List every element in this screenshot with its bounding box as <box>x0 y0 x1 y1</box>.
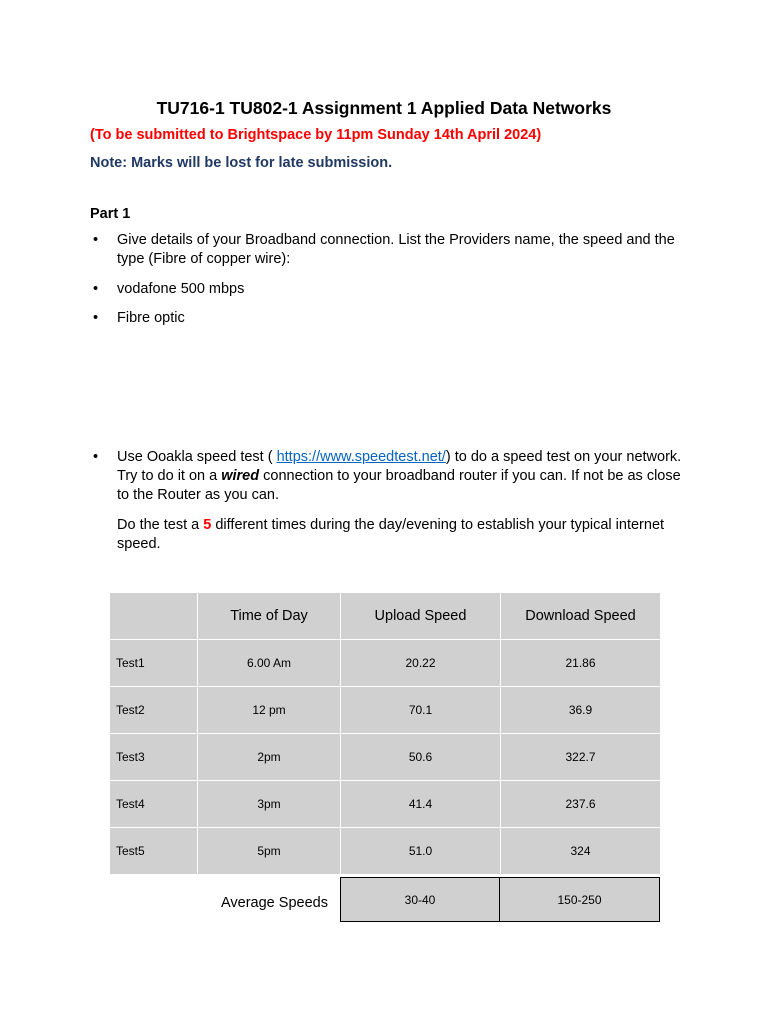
bullet-icon: • <box>93 232 99 248</box>
download-speed-cell: 21.86 <box>501 640 661 687</box>
download-speed-cell: 36.9 <box>501 687 661 734</box>
provider-answer: vodafone 500 mbps <box>117 281 245 297</box>
table-row <box>110 828 661 875</box>
download-speed-cell: 322.7 <box>501 734 661 781</box>
test-label-cell: Test4 <box>110 781 198 828</box>
test-count-number: 5 <box>203 517 212 533</box>
time-of-day-cell: 12 pm <box>198 687 341 734</box>
wired-emphasis: wired <box>221 468 260 484</box>
test-label-cell: Test2 <box>110 687 198 734</box>
table-header-cell: Time of Day <box>198 593 341 640</box>
test-label-cell: Test1 <box>110 640 198 687</box>
time-of-day-cell: 3pm <box>198 781 341 828</box>
connection-type-answer: Fibre optic <box>117 310 185 326</box>
test-count-instruction <box>117 516 687 554</box>
time-of-day-cell: 6.00 Am <box>198 640 341 687</box>
upload-speed-cell: 20.22 <box>341 640 501 687</box>
average-speeds-label: Average Speeds <box>221 895 328 911</box>
average-download-cell: 150-250 <box>499 877 660 922</box>
average-upload-cell: 30-40 <box>340 877 500 922</box>
download-speed-cell: 324 <box>501 828 661 875</box>
table-header-cell <box>110 593 198 640</box>
table-header-row <box>110 593 661 640</box>
test-label-cell: Test3 <box>110 734 198 781</box>
speedtest-pre-link: Use Ooakla speed test ( <box>117 449 277 465</box>
test-count-post: different times during the day/evening to establish your typical internet speed. <box>117 517 665 552</box>
table-header-cell: Upload Speed <box>341 593 501 640</box>
time-of-day-cell: 2pm <box>198 734 341 781</box>
upload-speed-cell: 41.4 <box>341 781 501 828</box>
bullet-icon: • <box>93 310 99 326</box>
upload-speed-cell: 50.6 <box>341 734 501 781</box>
table-row <box>110 734 661 781</box>
speedtest-link[interactable]: https://www.speedtest.net/ <box>276 449 446 465</box>
part-1-heading: Part 1 <box>90 206 131 222</box>
bullet-icon: • <box>93 449 99 465</box>
time-of-day-cell: 5pm <box>198 828 341 875</box>
bullet-icon: • <box>93 281 99 297</box>
speed-test-table <box>109 592 661 875</box>
table-row <box>110 781 661 828</box>
upload-speed-cell: 70.1 <box>341 687 501 734</box>
late-submission-note: Note: Marks will be lost for late submission. <box>90 155 393 171</box>
table-row <box>110 640 661 687</box>
speedtest-post-link: ) to do a speed test on your network. Try to do it on a <box>117 449 682 484</box>
download-speed-cell: 237.6 <box>501 781 661 828</box>
test-label-cell: Test5 <box>110 828 198 875</box>
speedtest-instruction <box>117 448 687 505</box>
broadband-instruction: Give details of your Broadband connection. List the Providers name, the speed and the type (Fibre of copper wire): <box>117 232 675 267</box>
upload-speed-cell: 51.0 <box>341 828 501 875</box>
test-count-pre: Do the test a <box>117 517 204 533</box>
submission-deadline: (To be submitted to Brightspace by 11pm Sunday 14th April 2024) <box>90 127 542 143</box>
table-header-cell: Download Speed <box>501 593 661 640</box>
speedtest-post-emphasis: connection to your broadband router if you can. If not be as close to the Router as you can. <box>117 468 681 503</box>
table-row <box>110 687 661 734</box>
document-title: TU716-1 TU802-1 Assignment 1 Applied Data Networks <box>156 98 612 118</box>
